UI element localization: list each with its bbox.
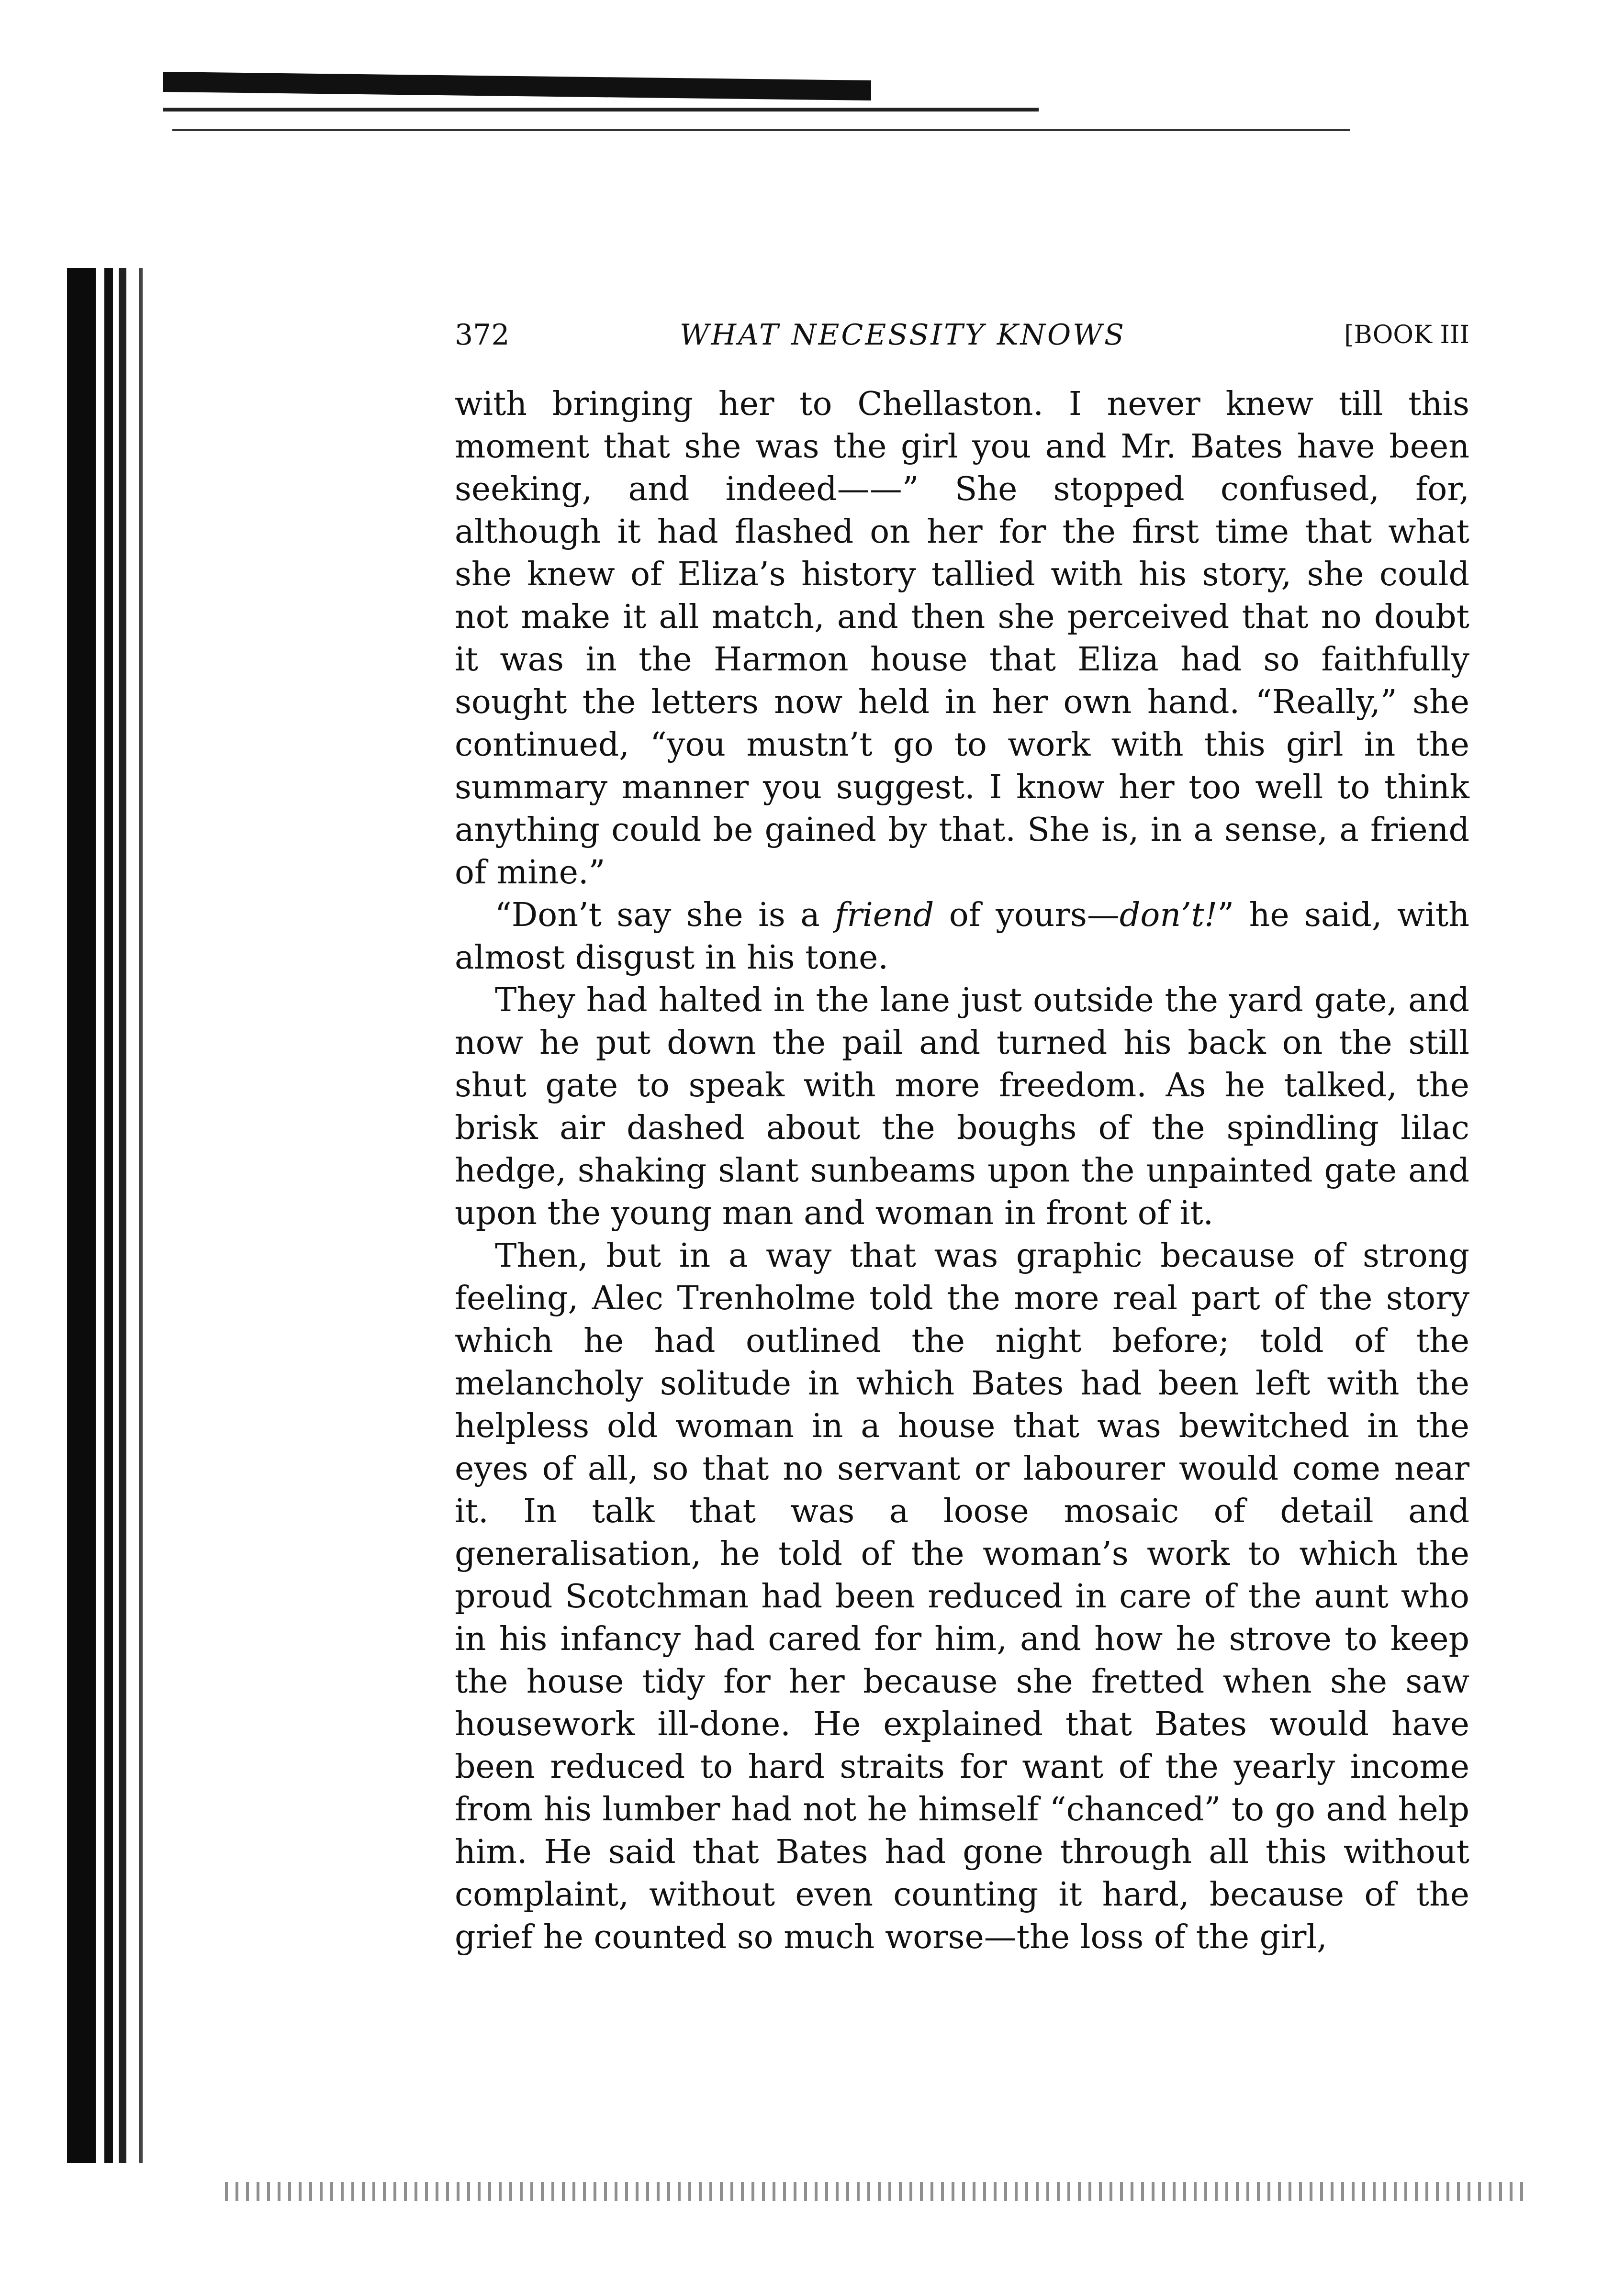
running-title: WHAT NECESSITY KNOWS (680, 318, 1126, 352)
running-head (455, 311, 1469, 359)
scan-artifact-spine-shadow (67, 268, 153, 2163)
scan-artifact-rule (172, 129, 1350, 131)
italic-run: don’t! (1119, 896, 1218, 934)
paragraph (455, 1235, 1469, 1959)
text-run: with bringing her to Chellaston. I never knew till this moment that she was the girl you and Mr. Bates have been seeking, and indeed——” She stopped confused, for, although it had flashed on her for the first time that what she knew of Eliza’s history tallied with his story, she could not make it all match, and then she perceived that no doubt it was in the Harmon house that Eliza had so faithfully sought the letters now held in her own hand. “Really,” she continued, “you mustn’t go to work with this girl in the summary manner you suggest. I know her too well to think anything could be gained by that. She is, in a sense, a friend of mine.” (455, 385, 1469, 892)
book-page (455, 311, 1469, 1959)
text-run: of yours— (934, 896, 1120, 934)
scan-artifact-top-line (163, 108, 1039, 111)
page-number: 372 (455, 318, 510, 352)
italic-run: friend (835, 896, 934, 934)
text-run: Then, but in a way that was graphic because of strong feeling, Alec Trenholme told the more real part of the story which he had outlined the night before; told of the melancholy solitude in which Bates had been left with the helpless old woman in a house that was bewitched in the eyes of all, so that no servant or labourer would come near it. In talk that was a loose mosaic of detail and generalisation, he told of the woman’s work to which the proud Scotchman had been reduced in care of the aunt who in his infancy had cared for him, and how he strove to keep the house tidy for her because she fretted when she saw housework ill-done. He explained that Bates would have been reduced to hard straits for want of the yearly income from his lumber had not he himself “chanced” to go and help him. He said that Bates had gone through all this without complaint, without even counting it hard, because of the grief he counted so much worse—the loss of the girl, (455, 1237, 1469, 1956)
text-run: ” he said, with almost disgust in his tone. (455, 896, 1469, 977)
book-label: [BOOK III (1344, 321, 1469, 349)
text-run: “Don’t say she is a (495, 896, 835, 934)
scan-artifact-bottom-noise (225, 2182, 1527, 2201)
body-text (455, 383, 1469, 1959)
paragraph (455, 894, 1469, 979)
paragraph (455, 979, 1469, 1235)
text-run: They had halted in the lane just outside the yard gate, and now he put down the pail and turned his back on the still shut gate to speak with more freedom. As he talked, the brisk air dashed about the boughs of the spindling lilac hedge, shaking slant sunbeams upon the unpainted gate and upon the young man and woman in front of it. (455, 981, 1469, 1232)
scan-artifact-top-band (163, 72, 871, 100)
paragraph (455, 383, 1469, 894)
